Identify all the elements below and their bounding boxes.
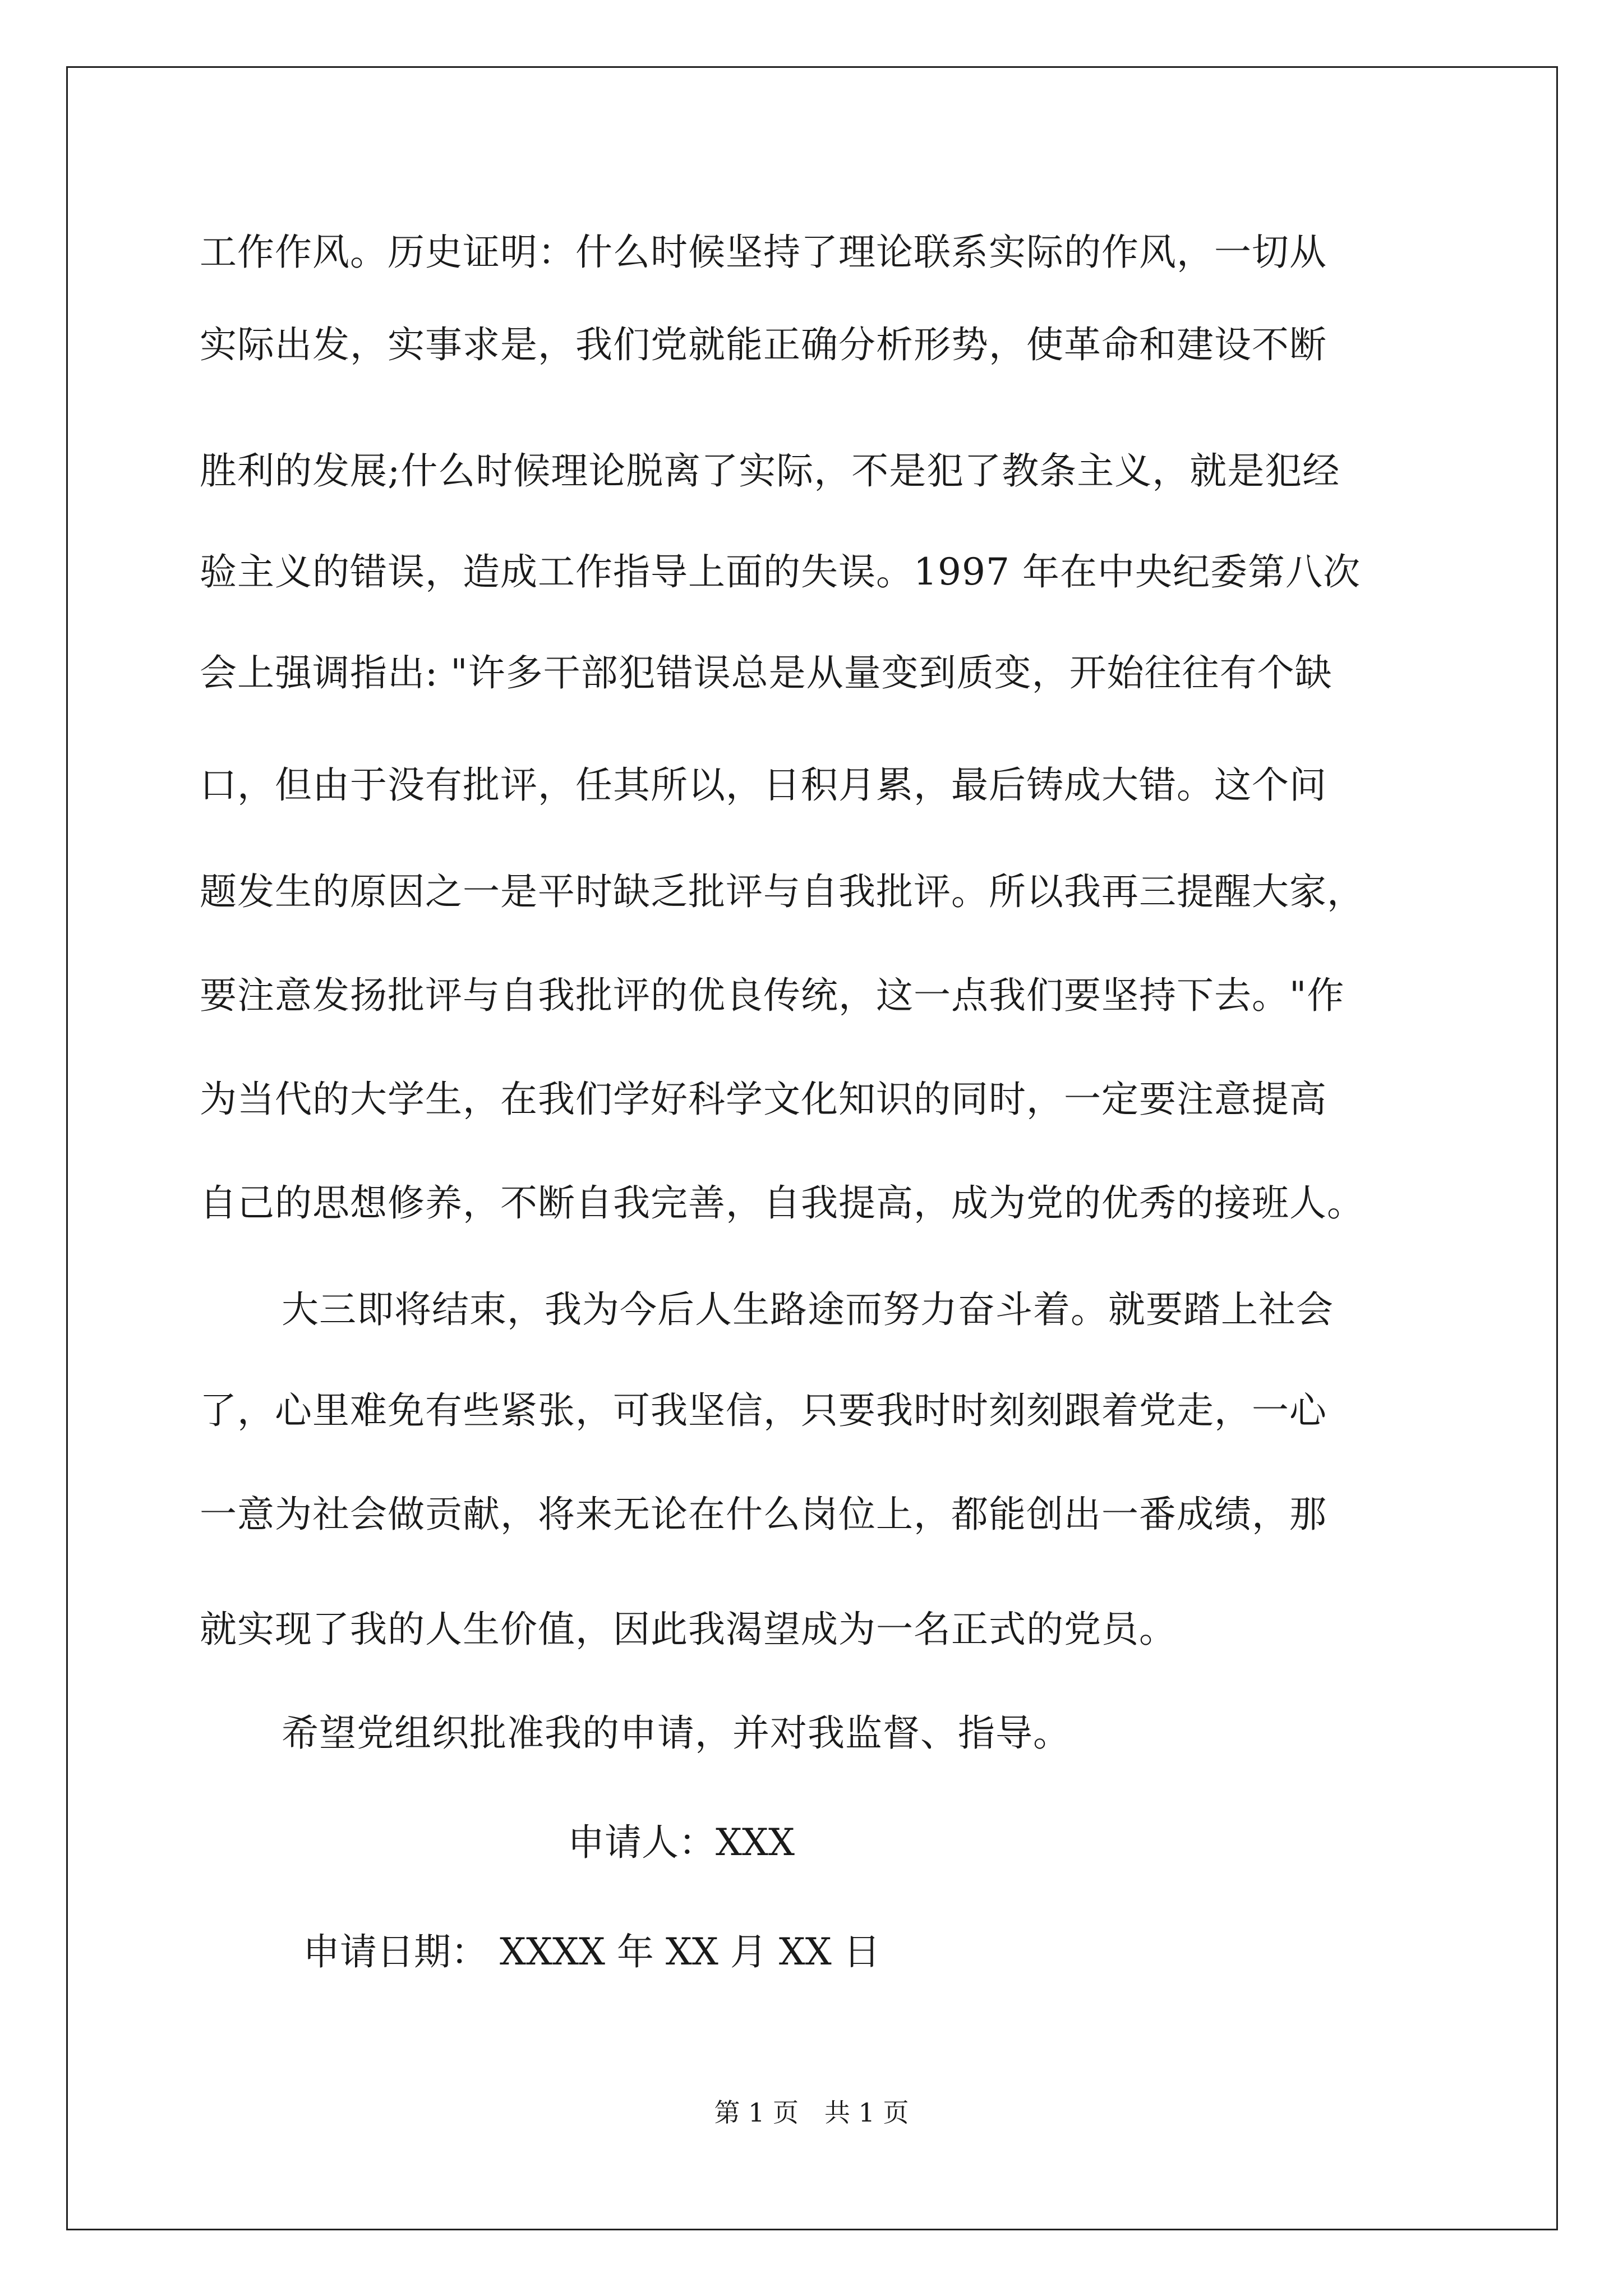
application-date: 申请日期： XXXX 年 XX 月 XX 日 bbox=[303, 1930, 880, 1973]
paragraph-line: 工作作风。历史证明：什么时候坚持了理论联系实际的作风，一切从 bbox=[200, 231, 1327, 274]
paragraph-line: 会上强调指出: "许多干部犯错误总是从量变到质变，开始往往有个缺 bbox=[200, 651, 1332, 694]
page-border bbox=[66, 66, 1558, 2230]
paragraph-line: 要注意发扬批评与自我批评的优良传统，这一点我们要坚持下去。"作 bbox=[200, 974, 1345, 1017]
paragraph-line: 一意为社会做贡献，将来无论在什么岗位上，都能创出一番成绩，那 bbox=[200, 1493, 1327, 1536]
paragraph-line: 就实现了我的人生价值，因此我渴望成为一名正式的党员。 bbox=[200, 1608, 1177, 1651]
paragraph-line: 为当代的大学生，在我们学好科学文化知识的同时，一定要注意提高 bbox=[200, 1078, 1327, 1121]
paragraph-line: 实际出发，实事求是，我们党就能正确分析形势，使革命和建设不断 bbox=[200, 323, 1327, 366]
applicant-signature: 申请人：XXX bbox=[568, 1821, 795, 1864]
paragraph-line: 口，但由于没有批评，任其所以，日积月累，最后铸成大错。这个问 bbox=[200, 763, 1327, 807]
paragraph-line: 自己的思想修养，不断自我完善，自我提高，成为党的优秀的接班人。 bbox=[200, 1181, 1364, 1225]
paragraph-line: 胜利的发展;什么时候理论脱离了实际，不是犯了教条主义，就是犯经 bbox=[200, 449, 1340, 493]
page-footer: 第 1 页 共 1 页 bbox=[714, 2097, 909, 2128]
paragraph-line: 题发生的原因之一是平时缺乏批评与自我批评。所以我再三提醒大家， bbox=[200, 870, 1364, 913]
closing-request: 希望党组织批准我的申请，并对我监督、指导。 bbox=[282, 1711, 1071, 1755]
paragraph-line: 了，心里难免有些紧张，可我坚信，只要我时时刻刻跟着党走，一心 bbox=[200, 1389, 1327, 1432]
paragraph-line: 大三即将结束，我为今后人生路途而努力奋斗着。就要踏上社会 bbox=[282, 1288, 1334, 1331]
paragraph-line: 验主义的错误，造成工作指导上面的失误。1997 年在中央纪委第八次 bbox=[200, 550, 1361, 593]
